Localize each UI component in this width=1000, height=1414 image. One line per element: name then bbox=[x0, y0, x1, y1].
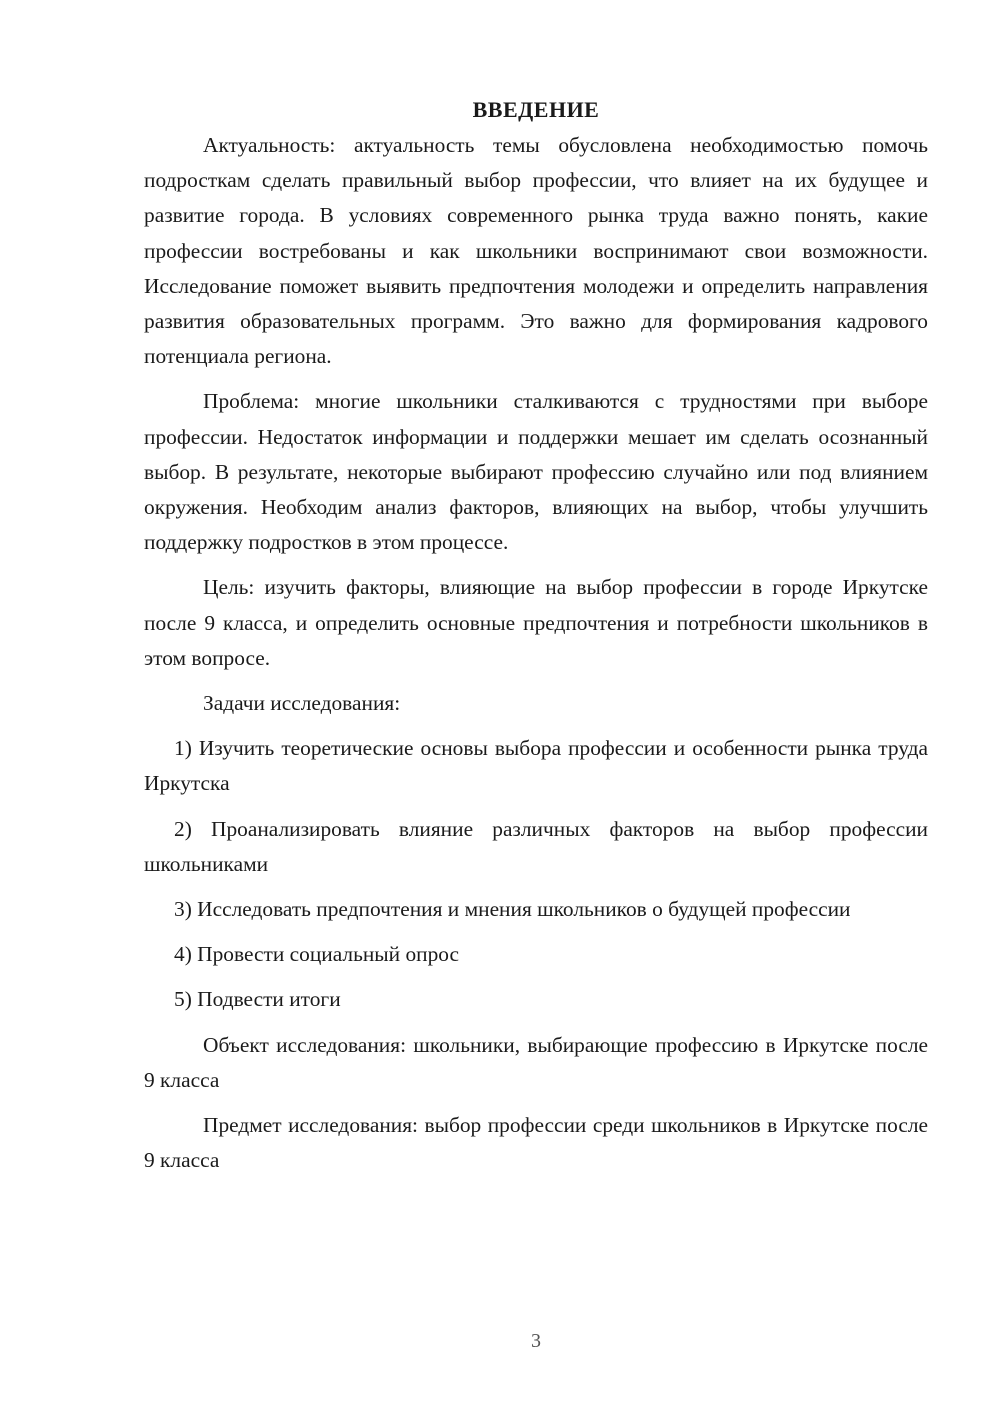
tasks-heading: Задачи исследования: bbox=[203, 691, 401, 716]
paragraph-problem: Проблема: многие школьники сталкиваются с трудностями при выборе профессии. Недостаток информации и поддержки мешает им сделать осознанный выбор. В результате, некоторые выбирают профессию случайно или под влиянием окружения. Необходим анализ факторов, влияющих на выбор, чтобы улучшить поддержку подростков в этом процессе. bbox=[144, 389, 928, 555]
task-item-1: 1) Изучить теоретические основы выбора профессии и особенности рынка труда Иркутска bbox=[144, 736, 928, 796]
task-item-2: 2) Проанализировать влияние различных факторов на выбор профессии школьниками bbox=[144, 816, 928, 876]
paragraph-goal: Цель: изучить факторы, влияющие на выбор профессии в городе Иркутске после 9 класса, и определить основные предпочтения и потребности школьников в этом вопросе. bbox=[144, 575, 928, 670]
paragraph-relevance: Актуальность: актуальность темы обусловлена необходимостью помочь подросткам сделать правильный выбор профессии, что влияет на их будущее и развитие города. В условиях современного рынка труда важно понять, какие профессии востребованы и как школьники воспринимают свои возможности. Исследование поможет выявить предпочтения молодежи и определить направления развития образовательных программ. Это важно для формирования кадрового потенциала региона. bbox=[144, 133, 928, 369]
paragraph-object: Объект исследования: школьники, выбирающие профессию в Иркутске после 9 класса bbox=[144, 1032, 928, 1092]
task-item-3: 3) Исследовать предпочтения и мнения школьников о будущей профессии bbox=[174, 897, 851, 922]
document-page bbox=[144, 92, 928, 1178]
paragraph-subject: Предмет исследования: выбор профессии среди школьников в Иркутске после 9 класса bbox=[144, 1113, 928, 1173]
task-item-5: 5) Подвести итоги bbox=[174, 987, 341, 1012]
task-item-4: 4) Провести социальный опрос bbox=[174, 942, 460, 967]
document-title: ВВЕДЕНИЕ bbox=[472, 97, 600, 122]
page-number: 3 bbox=[531, 1330, 541, 1352]
